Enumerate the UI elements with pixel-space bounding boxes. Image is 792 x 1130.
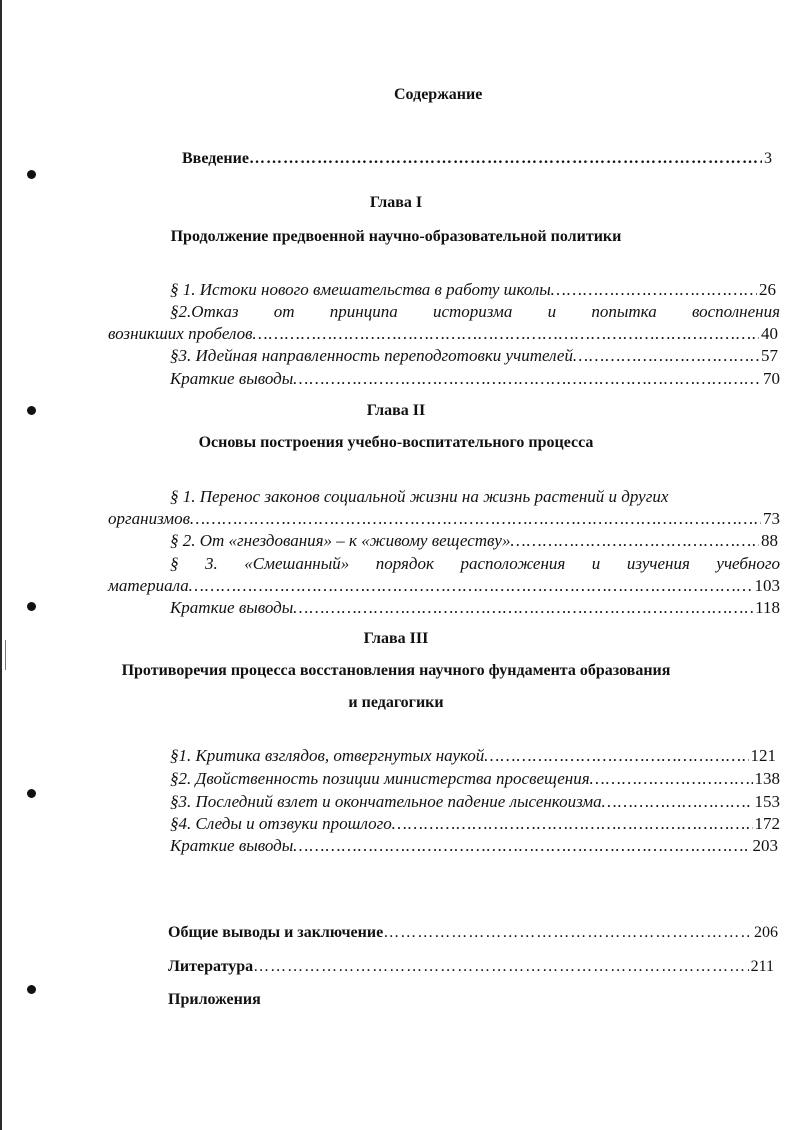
toc-entry-literature[interactable] — [168, 958, 774, 976]
toc-entry-1-2-line1[interactable]: §2.Отказ от принципа историзма и попытка восполнения — [170, 302, 780, 321]
toc-entry-1-3[interactable] — [170, 346, 778, 366]
page-number: 73 — [763, 509, 780, 528]
chapter-2-label: Глава II — [366, 402, 426, 419]
entry-label: § 2. От «гнездования» – к «живому веществу» — [170, 531, 511, 550]
leader-dots — [293, 369, 761, 389]
toc-entry-2-summary[interactable] — [170, 598, 780, 618]
leader-dots — [249, 150, 762, 168]
chapter-3-title-cont: и педагогики — [348, 694, 444, 711]
toc-entry-3-3[interactable] — [170, 792, 780, 812]
page-edge — [0, 0, 2, 1130]
entry-label: Введение — [182, 150, 249, 167]
leader-dots — [551, 280, 757, 300]
punch-hole — [27, 170, 36, 179]
entry-label: Литература — [168, 958, 254, 975]
toc-entry-3-4[interactable] — [170, 814, 780, 834]
page-number: 153 — [754, 792, 780, 811]
leader-dots — [602, 792, 753, 812]
page-number: 57 — [761, 346, 778, 365]
leader-dots — [189, 576, 753, 596]
entry-label: Краткие выводы — [170, 598, 294, 617]
leader-dots — [590, 769, 753, 789]
toc-entry-1-2[interactable] — [108, 324, 778, 344]
entry-label: §4. Следы и отзвуки прошлого — [170, 814, 392, 833]
toc-entry-2-1-line1[interactable]: § 1. Перенос законов социальной жизни на жизнь растений и других — [170, 487, 669, 506]
page-number: 3 — [764, 150, 772, 167]
page-title: Содержание — [394, 86, 483, 103]
page-number: 121 — [750, 746, 776, 765]
chapter-1-label: Глава I — [369, 194, 423, 211]
toc-entry-3-summary[interactable] — [170, 836, 778, 856]
page-number: 26 — [759, 280, 776, 299]
chapter-2-title: Основы построения учебно-воспитательного процесса — [198, 434, 594, 451]
leader-dots — [383, 924, 752, 942]
page-number: 70 — [763, 369, 780, 388]
toc-entry-2-1[interactable] — [108, 509, 780, 529]
toc-entry-3-2[interactable] — [170, 769, 780, 789]
leader-dots — [190, 509, 761, 529]
page-number: 203 — [752, 836, 778, 855]
entry-label: § 1. Истоки нового вмешательства в работу школы — [170, 280, 551, 299]
entry-label: возникших пробелов — [108, 324, 253, 343]
entry-label: материала — [108, 576, 189, 595]
punch-hole — [27, 602, 36, 611]
chapter-3-label: Глава III — [363, 630, 429, 647]
page-number: 138 — [754, 769, 780, 788]
entry-label: Общие выводы и заключение — [168, 924, 384, 941]
toc-entry-2-3-line1[interactable]: § 3. «Смешанный» порядок расположения и изучения учебного — [170, 554, 780, 573]
toc-entry-conclusion[interactable] — [168, 924, 778, 942]
leader-dots — [573, 346, 759, 366]
page-number: 118 — [755, 598, 780, 617]
toc-entry-1-summary[interactable] — [170, 369, 780, 389]
page-number: 206 — [754, 924, 778, 941]
toc-entry-2-3[interactable] — [108, 576, 780, 596]
leader-dots — [510, 531, 759, 551]
leader-dots — [253, 958, 748, 976]
toc-entry-appendix[interactable]: Приложения — [168, 991, 261, 1008]
toc-entry-2-2[interactable] — [170, 531, 778, 551]
leader-dots — [484, 746, 748, 766]
entry-label: организмов — [108, 509, 191, 528]
toc-entry-3-1[interactable] — [170, 746, 776, 766]
leader-dots — [253, 324, 759, 344]
entry-label: §1. Критика взглядов, отвергнутых наукой — [170, 746, 485, 765]
entry-label: Краткие выводы — [170, 369, 294, 388]
page-number: 103 — [754, 576, 780, 595]
chapter-3-title: Противоречия процесса восстановления научного фундамента образования — [121, 662, 671, 679]
chapter-1-title: Продолжение предвоенной научно-образовательной политики — [170, 228, 622, 245]
page-number: 88 — [761, 531, 778, 550]
page-number: 211 — [750, 958, 774, 975]
page-number: 172 — [754, 814, 780, 833]
punch-hole — [27, 985, 36, 994]
toc-entry-1-1[interactable] — [170, 280, 776, 300]
toc-entry-intro[interactable] — [182, 150, 772, 168]
entry-label: §2. Двойственность позиции министерства просвещения — [170, 769, 590, 788]
leader-dots — [392, 814, 753, 834]
entry-label: §3. Идейная направленность переподготовки учителей — [170, 346, 573, 365]
leader-dots — [293, 598, 753, 618]
leader-dots — [293, 836, 750, 856]
page-number: 40 — [761, 324, 778, 343]
entry-label: Краткие выводы — [170, 836, 294, 855]
punch-hole — [27, 789, 36, 798]
entry-label: §3. Последний взлет и окончательное падение лысенкоизма — [170, 792, 602, 811]
